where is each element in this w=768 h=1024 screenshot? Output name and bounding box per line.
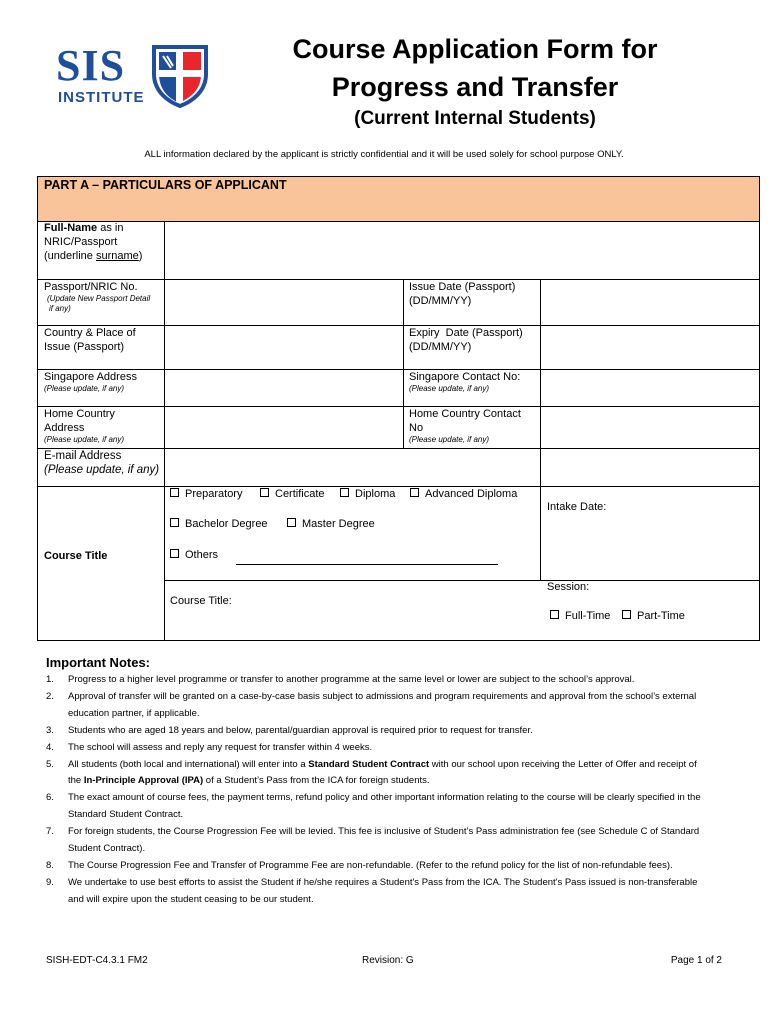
sg-address-field[interactable]: [165, 370, 403, 406]
note-text: The exact amount of course fees, the payment terms, refund policy and other important information relating to the course will be clearly specified in the Standard Student Contract.: [68, 792, 701, 821]
footer-doc-code: SISH-EDT-C4.3.1 FM2: [46, 955, 148, 966]
footer-page: Page 1 of 2: [670, 955, 722, 966]
option-bachelor-degree[interactable]: Bachelor Degree: [170, 517, 268, 531]
note-text: of a Student’s Pass from the ICA for foreign students.: [203, 775, 430, 787]
course-title-field-label: Course Title:: [170, 595, 232, 607]
option-certificate[interactable]: Certificate: [260, 487, 325, 501]
form-title-line2: Progress and Transfer: [331, 72, 619, 102]
form-title-line1: Course Application Form for: [292, 34, 658, 64]
email-label: E-mail Address (Please update, if any): [44, 450, 160, 476]
note-item: [46, 858, 706, 875]
note-text: Students who are aged 18 years and below, parental/guardian approval is required prior to request for transfer.: [68, 724, 533, 736]
note-number: 3.: [46, 724, 54, 736]
important-notes-heading: Important Notes:: [46, 655, 150, 670]
note-text: All students (both local and international) will enter into a: [68, 758, 309, 770]
expiry-date-label: Expiry Date (Passport) (DD/MM/YY): [409, 327, 523, 353]
checkbox-icon: [622, 610, 631, 619]
country-label: Country & Place of Issue (Passport): [44, 327, 136, 353]
note-item: [46, 790, 706, 824]
note-item: [46, 824, 706, 858]
important-notes-list: [46, 672, 706, 909]
passport-label: Passport/NRIC No. (Update New Passport Detail if any): [44, 281, 151, 313]
part-a-title: PART A – PARTICULARS OF APPLICANT: [44, 178, 287, 192]
session-label: Session:: [547, 581, 590, 593]
note-text: The school will assess and reply any request for transfer within 4 weeks.: [68, 741, 373, 753]
issue-date-label: Issue Date (Passport) (DD/MM/YY): [409, 281, 516, 307]
shield-icon: [151, 44, 209, 108]
session-full-time[interactable]: Full-Time: [550, 609, 610, 623]
note-text: Progress to a higher level programme or transfer to another programme at the same level or lower are subject to the school’s approval.: [68, 674, 635, 685]
email-extra-field[interactable]: [541, 449, 759, 486]
option-others[interactable]: Others: [170, 548, 218, 562]
email-field[interactable]: [165, 449, 540, 486]
note-number: 6.: [46, 792, 54, 804]
sg-address-label: Singapore Address (Please update, if any): [44, 371, 137, 393]
sg-contact-field[interactable]: [541, 370, 759, 406]
country-field[interactable]: [165, 326, 403, 369]
option-preparatory[interactable]: Preparatory: [170, 487, 242, 501]
intake-date-label: Intake Date:: [547, 501, 607, 513]
checkbox-icon: [550, 610, 559, 619]
checkbox-icon: [340, 488, 349, 497]
fullname-label: Full-Name as in NRIC/Passport (underline surname): [44, 222, 143, 262]
others-input-line[interactable]: [236, 564, 498, 565]
confidentiality-statement: ALL information declared by the applicant is strictly confidential and it will be used solely for school purpose ONLY.: [144, 149, 624, 160]
home-contact-field[interactable]: [541, 407, 759, 448]
option-diploma[interactable]: Diploma: [340, 487, 395, 501]
note-item: [46, 672, 706, 689]
sis-institute-logo: [56, 41, 216, 110]
part-a-header: [38, 177, 759, 221]
note-text: Standard Student Contract: [308, 758, 430, 770]
note-text: We undertake to use best efforts to assist the Student if he/she requires a Student's Pass from the ICA. The Student's Pass issued is non-transferable and will expire upon the student ceasing to be our student.: [68, 876, 698, 905]
note-item: [46, 740, 706, 757]
checkbox-icon: [410, 488, 419, 497]
passport-field[interactable]: [165, 280, 403, 325]
note-item: [46, 723, 706, 740]
home-address-label: Home Country Address (Please update, if any): [44, 408, 125, 444]
note-number: 5.: [46, 758, 54, 770]
note-item: [46, 689, 706, 723]
expiry-date-field[interactable]: [541, 326, 759, 369]
note-text: The Course Progression Fee and Transfer of Programme Fee are non-refundable. (Refer to the refund policy for the list of non-refundable fees).: [68, 859, 673, 871]
logo-text: SIS: [56, 41, 126, 90]
issue-date-field[interactable]: [541, 280, 759, 325]
session-part-time[interactable]: Part-Time: [622, 609, 685, 623]
note-text: For foreign students, the Course Progression Fee will be levied. This fee is inclusive of Student’s Pass administration fee (see Schedule C of Standard Student Contract).: [68, 826, 700, 855]
course-title-label: Course Title: [44, 550, 108, 562]
note-text: In-Principle Approval (IPA): [83, 775, 204, 787]
checkbox-icon: [170, 488, 179, 497]
form-subtitle: (Current Internal Students): [354, 108, 596, 129]
checkbox-icon: [287, 518, 296, 527]
note-number: 7.: [46, 826, 54, 838]
note-text: with our school upon receiving the Letter of Offer and receipt of the: [68, 758, 697, 787]
note-item: [46, 875, 706, 909]
note-number: 1.: [46, 674, 54, 685]
logo-subtext: INSTITUTE: [58, 89, 145, 106]
checkbox-icon: [170, 518, 179, 527]
home-contact-label: Home Country Contact No (Please update, if any): [409, 408, 521, 444]
note-number: 8.: [46, 859, 54, 871]
checkbox-icon: [170, 549, 179, 558]
option-advanced-diploma[interactable]: Advanced Diploma: [410, 487, 517, 501]
fullname-field[interactable]: [165, 222, 759, 279]
applicant-particulars-table: [37, 176, 760, 641]
footer-revision: Revision: G: [362, 955, 414, 966]
checkbox-icon: [260, 488, 269, 497]
sg-contact-label: Singapore Contact No: (Please update, if any): [409, 371, 521, 393]
option-master-degree[interactable]: Master Degree: [287, 517, 375, 531]
note-text: Approval of transfer will be granted on a case-by-case basis subject to admissions and program requirements and approval from the school’s external education partner, if applicable.: [68, 690, 697, 719]
note-item: [46, 757, 706, 791]
home-address-field[interactable]: [165, 407, 403, 448]
note-number: 4.: [46, 741, 54, 753]
note-number: 9.: [46, 876, 54, 888]
note-number: 2.: [46, 690, 54, 702]
